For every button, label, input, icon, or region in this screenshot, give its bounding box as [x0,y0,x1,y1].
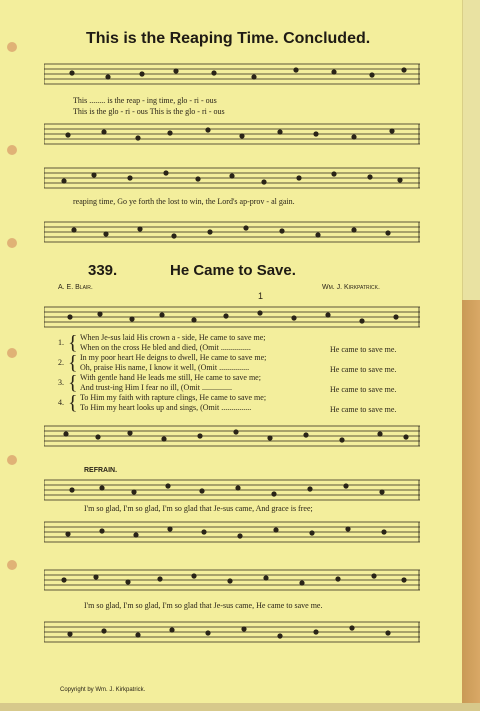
brace-icon: { [68,352,78,374]
verse-line: In my poor heart He deigns to dwell, He came to save me; [80,353,267,362]
brace-icon: { [68,372,78,394]
verse-number: 2. [58,358,64,367]
binding-hole [7,145,17,155]
verse-number: 1. [58,338,64,347]
refrain-lyric: I'm so glad, I'm so glad, I'm so glad that Je-sus came, He came to save me. [84,601,323,610]
music-staff [44,478,420,502]
music-staff [44,122,420,146]
verse-line: With gentle hand He leads me still, He came to save me; [80,373,261,382]
binding-hole [7,42,17,52]
copyright-notice: Copyright by Wm. J. Kirkpatrick. [60,687,146,693]
brace-icon: { [68,392,78,414]
music-staff [44,305,420,329]
binding-hole [7,560,17,570]
music-staff [44,220,420,244]
hymn-number: 339. [88,262,118,279]
lyric-line: This ........ is the reap - ing time, glo - ri - ous [73,96,217,105]
verse [58,353,358,373]
music-staff [44,62,420,86]
lyric-line: reaping time, Go ye forth the lost to win, the Lord's ap-prov - al gain. [73,197,295,206]
verse-list [58,333,358,413]
binding-hole [7,348,17,358]
composer-credit: A. E. Blair. [58,284,93,291]
verse-line: When Je-sus laid His crown a - side, He came to save me; [80,333,266,342]
verse-line: When on the cross He bled and died, (Omit ............... [80,343,251,352]
binding-hole [7,238,17,248]
continued-hymn-title: This is the Reaping Time. Concluded. [86,30,371,47]
hymn-title: He Came to Save. [170,262,296,279]
verse-line: To Him my heart looks up and sings, (Omit ............... [80,403,252,412]
verse [58,393,358,413]
music-staff [44,620,420,644]
response-line: He came to save me. [330,365,397,374]
verse-line: To Him my faith with rapture clings, He came to save me; [80,393,267,402]
ending-number: 1 [258,291,264,301]
lyric-line: This is the glo - ri - ous This is the glo - ri - ous [73,107,225,116]
author-credit: Wm. J. Kirkpatrick. [322,284,380,291]
verse [58,373,358,393]
refrain-label: REFRAIN. [84,467,118,474]
music-staff [44,520,420,544]
response-line: He came to save me. [330,405,397,414]
verse-number: 3. [58,378,64,387]
music-staff [44,568,420,592]
response-line: He came to save me. [330,385,397,394]
binding-hole [7,455,17,465]
response-line: He came to save me. [330,345,397,354]
refrain-lyric: I'm so glad, I'm so glad, I'm so glad that Je-sus came, And grace is free; [84,504,313,513]
verse-number: 4. [58,398,64,407]
music-staff [44,424,420,448]
page-bottom-edge [0,703,480,711]
brace-icon: { [68,332,78,354]
music-staff [44,166,420,190]
verse-line: Oh, praise His name, I know it well, (Omit ............... [80,363,250,372]
book-edge [462,300,480,711]
verse [58,333,358,353]
verse-line: And trust-ing Him I fear no ill, (Omit ............... [80,383,232,392]
